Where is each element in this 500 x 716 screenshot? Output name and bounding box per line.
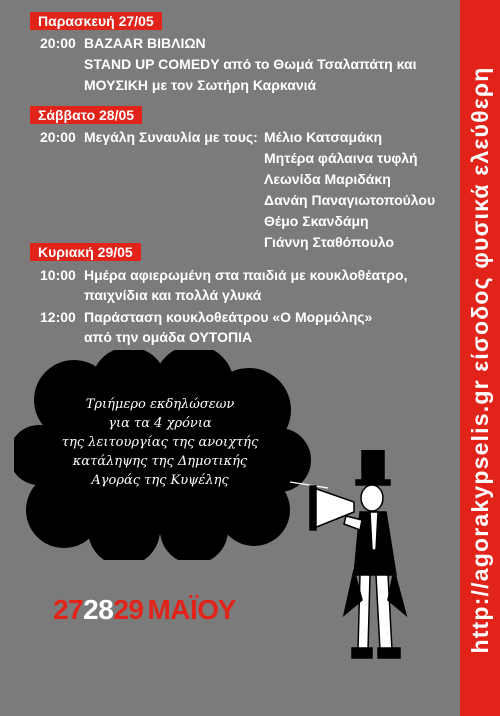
event-line: BAZAAR ΒΙΒΛΙΩΝ xyxy=(84,35,206,51)
event-line: ΜΟΥΣΙΚΗ με τον Σωτήρη Καρκανιά xyxy=(84,77,317,93)
event-time: 20:00 xyxy=(40,129,76,145)
event-time: 10:00 xyxy=(40,267,76,283)
performer-name: Μητέρα φάλαινα τυφλή xyxy=(264,150,418,166)
event-line: από την ομάδα ΟΥΤΟΠΙΑ xyxy=(84,329,253,345)
performer-name: Λεωνίδα Μαριδάκη xyxy=(264,171,391,187)
cloud-line: Τριήμερο εκδηλώσεων xyxy=(85,397,235,412)
event-line: STAND UP COMEDY από το Θωμά Τσαλαπάτη και xyxy=(84,56,417,72)
performer-name: Θέμο Σκανδάμη xyxy=(264,213,369,229)
event-line: παιχνίδια και πολλά γλυκά xyxy=(84,287,262,303)
event-line: Παράσταση κουκλοθεάτρου «Ο Μορμόλης» xyxy=(84,309,373,325)
side-band xyxy=(460,0,500,716)
date-29: 29 xyxy=(113,594,144,625)
performer-name: Μέλιο Κατσαμάκη xyxy=(264,129,383,145)
event-line: Μεγάλη Συναυλία με τους: xyxy=(84,129,258,145)
cloud-line: κατάληψης της Δημοτικής xyxy=(72,454,248,469)
cloud-line: της λειτουργίας της ανοιχτής xyxy=(61,435,259,450)
date-27: 27 xyxy=(53,594,84,625)
cloud-line: Αγοράς της Κυψέλης xyxy=(91,473,229,488)
day-header-saturday: Σάββατο 28/05 xyxy=(30,106,142,124)
day-header-friday: Παρασκευή 27/05 xyxy=(30,12,162,30)
event-time: 12:00 xyxy=(40,309,76,325)
day-header-sunday: Κυριακή 29/05 xyxy=(30,243,141,261)
performer-name: Δανάη Παναγιωτοπούλου xyxy=(264,192,436,208)
performer-name: Γιάννη Σταθόπουλο xyxy=(264,234,395,250)
megaphone-man-illustration xyxy=(284,450,434,670)
dates-banner xyxy=(53,594,236,626)
cloud-line: για τα 4 χρόνια xyxy=(108,416,212,431)
month-label: ΜΑΪΟΥ xyxy=(147,594,236,625)
cloud-text xyxy=(40,395,280,490)
date-28: 28 xyxy=(83,594,114,625)
side-url-text[interactable]: http://agorakypselis.gr είσοδος φυσικά ελεύθερη xyxy=(467,66,493,654)
event-line: Ημέρα αφιερωμένη στα παιδιά με κουκλοθέατρο, xyxy=(84,267,408,283)
event-time: 20:00 xyxy=(40,35,76,51)
